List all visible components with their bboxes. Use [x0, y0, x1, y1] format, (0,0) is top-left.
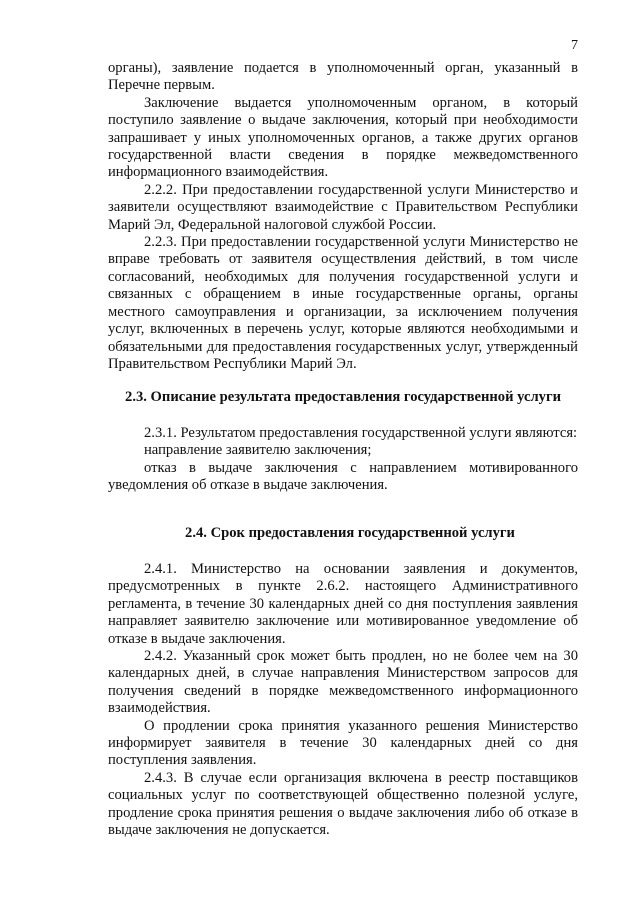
paragraph-continuation: органы), заявление подается в уполномоченный орган, указанный в Перечне первым. — [108, 60, 578, 94]
list-item-refusal: отказ в выдаче заключения с направлением мотивированного уведомления об отказе в выдаче заключения. — [108, 459, 578, 494]
paragraph-2-4-3: 2.4.3. В случае если организация включена в реестр поставщиков социальных услуг по соответствующей общественно полезной услуге, продление срока принятия решения о выдаче заключения либо об отказе в выдаче заключения не допускается. — [108, 769, 578, 839]
paragraph-conclusion-issued: Заключение выдается уполномоченным органом, в который поступило заявление о выдаче заключения, который при необходимости запрашивает у иных уполномоченных органов, а также других органов государственной власти сведения в порядке межведомственного информационного взаимодействия. — [108, 94, 578, 181]
paragraph-2-4-1: 2.4.1. Министерство на основании заявления и документов, предусмотренных в пункте 2.6.2. настоящего Административного регламента, в течение 30 календарных дней со дня поступления заявления направляет заявителю заключение или мотивированное уведомление об отказе в выдаче заключения. — [108, 561, 578, 647]
list-item-send-conclusion: направление заявителю заключения; — [144, 442, 372, 459]
heading-2-3: 2.3. Описание результата предоставления государственной услуги — [125, 389, 561, 405]
paragraph-2-3-1: 2.3.1. Результатом предоставления государственной услуги являются: — [144, 425, 578, 441]
section-2-4-text — [108, 561, 578, 840]
heading-2-4: 2.4. Срок предоставления государственной услуги — [185, 525, 515, 541]
section-2-3-text — [108, 425, 578, 495]
page-number: 7 — [571, 38, 578, 53]
paragraph-2-4-2: 2.4.2. Указанный срок может быть продлен, но не более чем на 30 календарных дней, в случае направления Министерством запросов для получения сведений в порядке межведомственного информационного взаимодействия. — [108, 648, 578, 717]
paragraph-2-2-2: 2.2.2. При предоставлении государственной услуги Министерство и заявители осуществляют взаимодействие с Правительством Республики Марий Эл, Федеральной налоговой службой России. — [108, 181, 578, 233]
paragraph-extension-notice: О продлении срока принятия указанного решения Министерство информирует заявителя в течение 30 календарных дней со дня поступления заявления. — [108, 717, 578, 769]
paragraph-2-2-3: 2.2.3. При предоставлении государственной услуги Министерство не вправе требовать от заявителя осуществления действий, в том числе согласований, необходимых для получения государственной услуги и связанных с обращением в иные государственные органы, органы местного самоуправления и организации, за исключением получения услуг, включенных в перечень услуг, которые являются необходимыми и обязательными для предоставления государственных услуг, утвержденный Правительством Республики Марий Эл. — [108, 234, 578, 372]
section-2-2-text — [108, 60, 578, 373]
